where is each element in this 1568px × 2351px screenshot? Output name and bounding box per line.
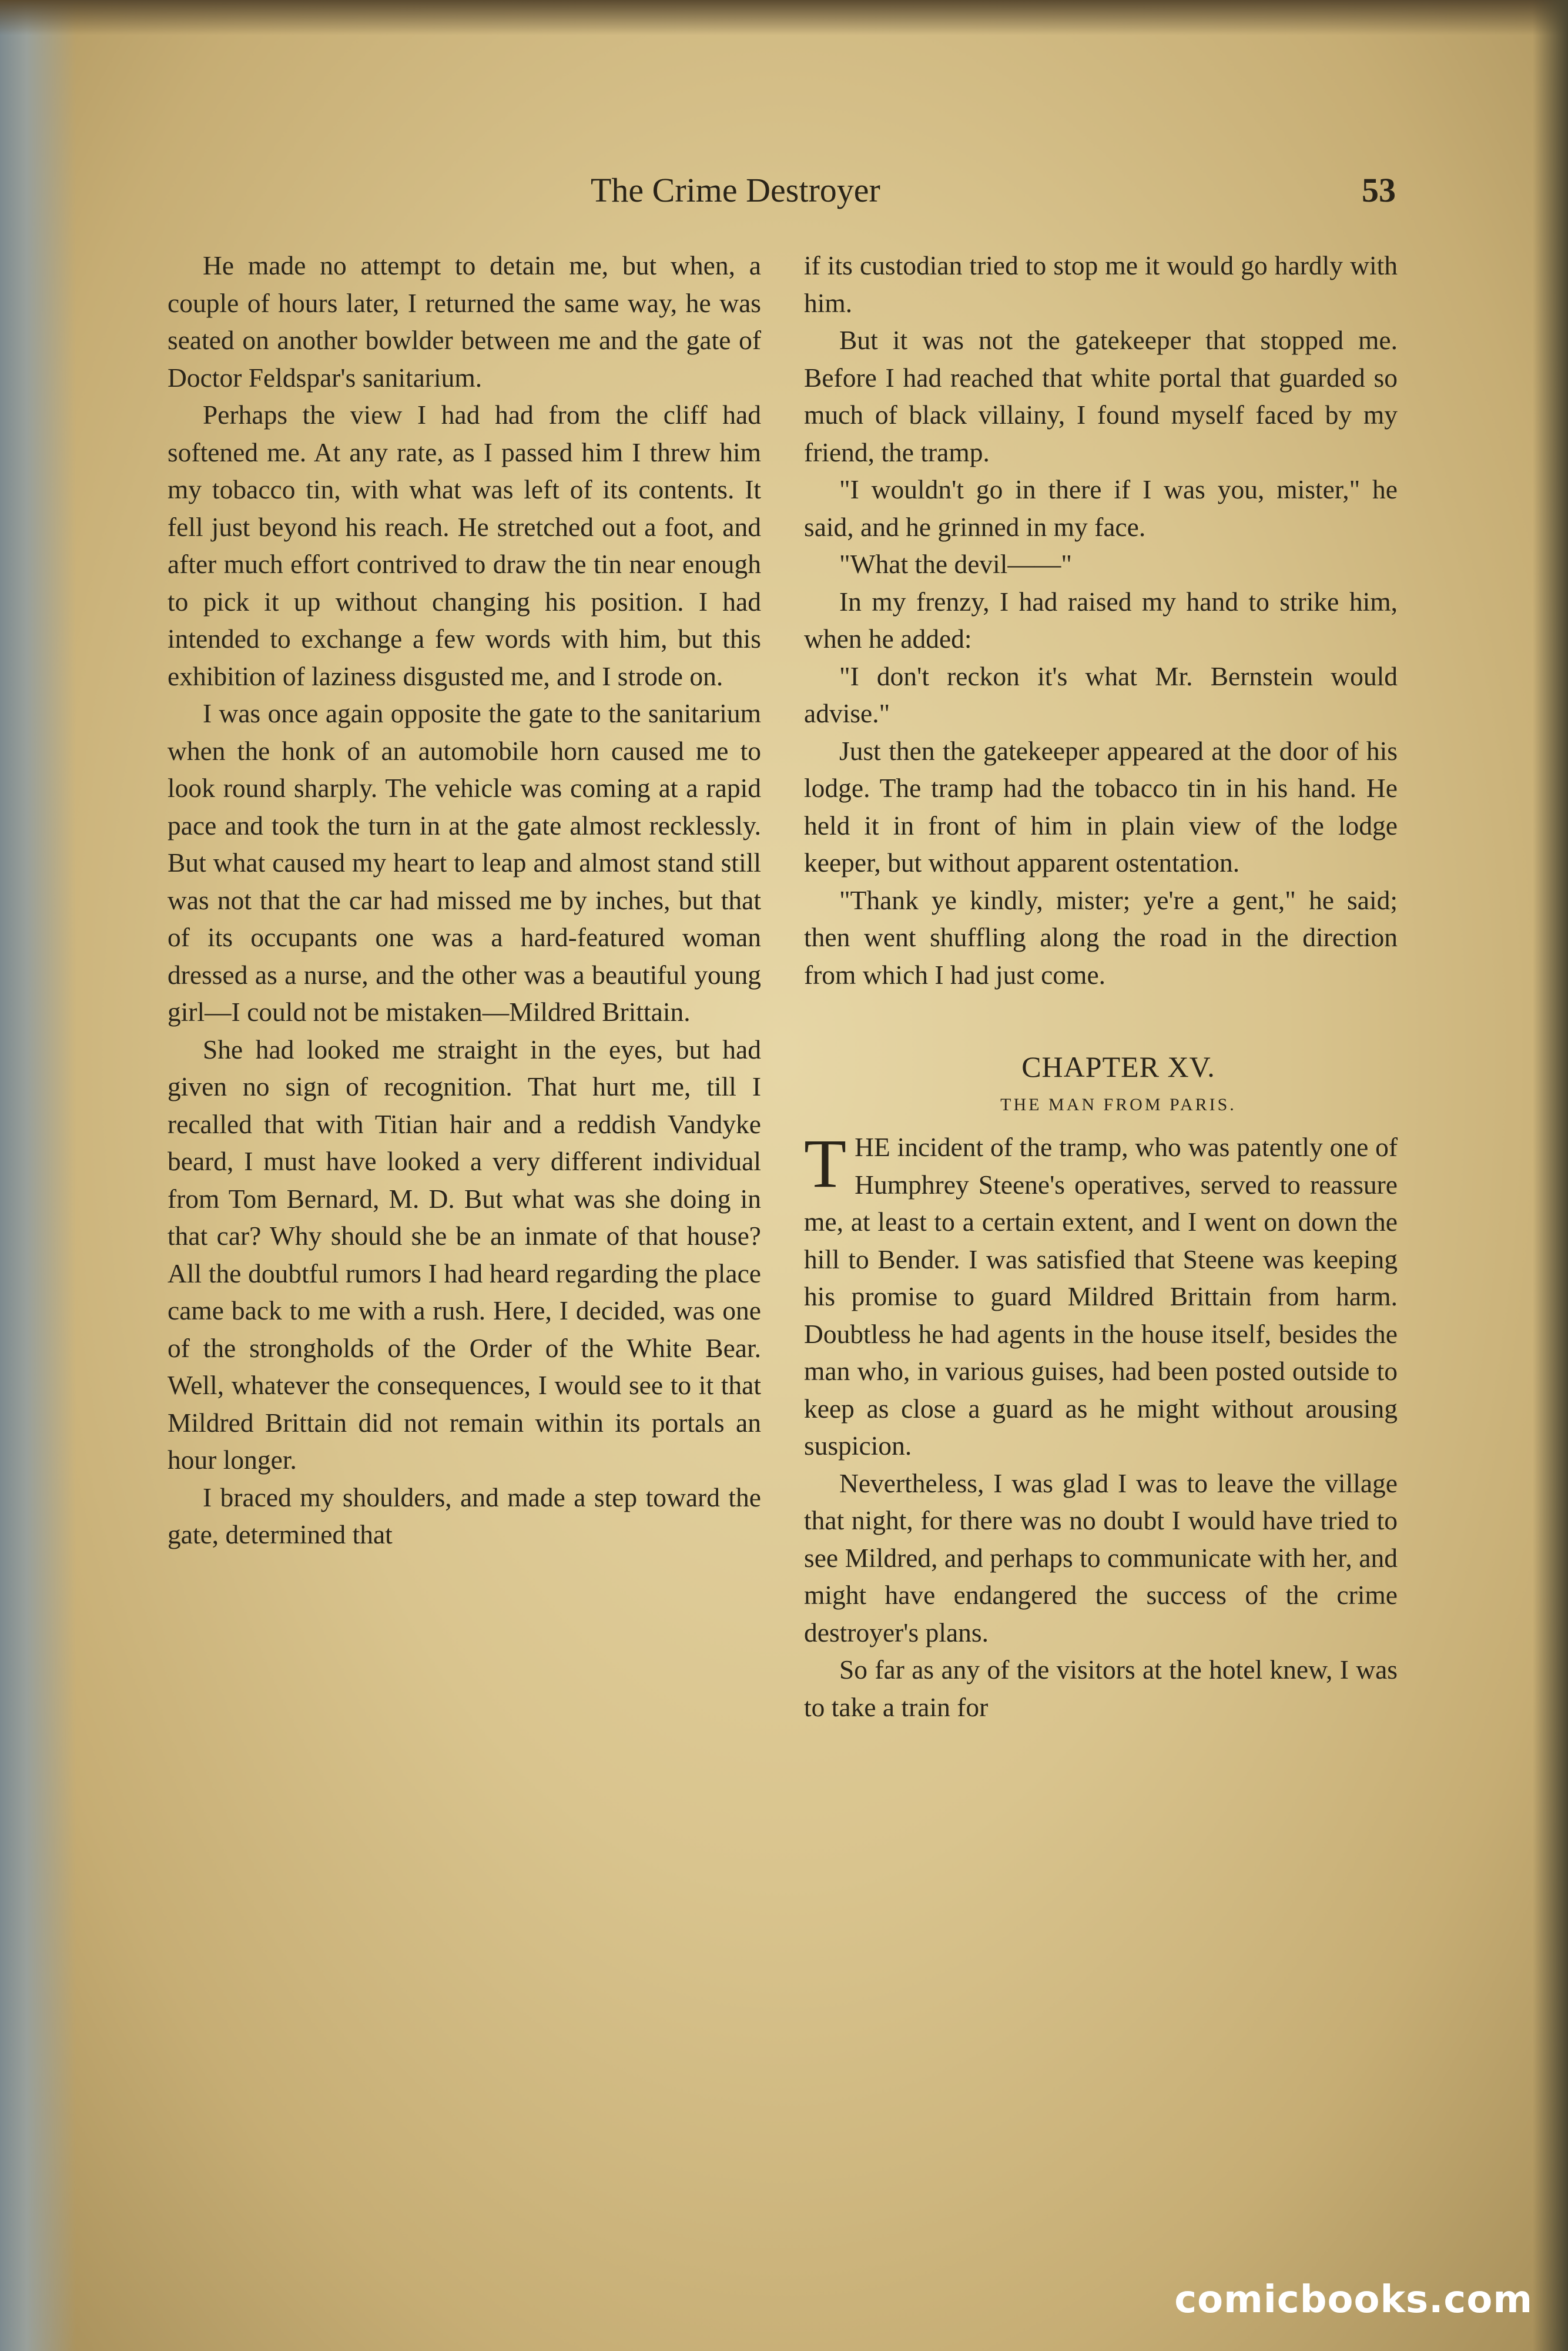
paragraph: Just then the gatekeeper appeared at the door of his lodge. The tramp had the tobacco tin in his hand. He held it in front of him in plain view of the lodge keeper, but without apparent ostentation. <box>804 735 1398 878</box>
paragraph: In my frenzy, I had raised my hand to strike him, when he added: <box>804 586 1398 654</box>
chapter-heading: CHAPTER XV. <box>1021 1050 1215 1083</box>
site-watermark: comicbooks.com <box>1174 2278 1533 2322</box>
paragraph: "Thank ye kindly, mister; ye're a gent," he said; then went shuffling along the road in the direction from which I had just come. <box>804 885 1398 990</box>
paragraph: So far as any of the visitors at the hotel knew, I was to take a train for <box>804 1655 1398 1722</box>
page-right-shadow <box>1533 0 1568 2351</box>
paragraph: "What the devil——" <box>839 549 1072 579</box>
chapter-subtitle: THE MAN FROM PARIS. <box>1000 1095 1237 1114</box>
paragraph: "I wouldn't go in there if I was you, mister," he said, and he grinned in my face. <box>804 474 1398 542</box>
right-column <box>804 247 1398 1726</box>
page-top-shadow <box>0 0 1568 35</box>
page-edge-shadow <box>0 0 76 2351</box>
drop-cap: T <box>804 1125 847 1202</box>
paragraph: But it was not the gatekeeper that stopped me. Before I had reached that white portal that guarded so much of black villainy, I found myself faced by my friend, the tramp. <box>804 325 1398 467</box>
paragraph: "I don't reckon it's what Mr. Bernstein would advise." <box>804 661 1398 728</box>
running-title: The Crime Destroyer <box>591 171 880 209</box>
paragraph: Perhaps the view I had had from the cliff had softened me. At any rate, as I passed him I threw him my tobacco tin, with what was left of its contents. It fell just beyond his reach. He stretched out a foot, and after much effort contrived to draw the tin near enough to pick it up without changing his position. I had intended to exchange a few words with him, but this exhibition of laziness disgusted me, and I strode on. <box>167 400 761 691</box>
running-header <box>591 170 1396 223</box>
paragraph: Nevertheless, I was glad I was to leave the village that night, for there was no doubt I would have tried to see Mildred, and perhaps to communicate with her, and might have endangered the success of the crime destroyer's plans. <box>804 1468 1398 1647</box>
page-number: 53 <box>1362 171 1396 209</box>
left-column <box>167 247 761 1553</box>
paragraph: I was once again opposite the gate to the sanitarium when the honk of an automobile horn caused me to look round sharply. The vehicle was coming at a rapid pace and took the turn in at the gate almost recklessly. But what caused my heart to leap and almost stand still was not that the car had missed me by inches, but that of its occupants one was a hard-featured woman dressed as a nurse, and the other was a beautiful young girl—I could not be mistaken—Mildred Brittain. <box>167 698 761 1027</box>
first-paragraph-text: HE incident of the tramp, who was patently one of Humphrey Steene's operatives, served to reassure me, at least to a certain extent, and I went on down the hill to Bender. I was satisfied that Steene was keeping his promise to guard Mildred Brittain from harm. Doubtless he had agents in the house itself, besides the man who, in various guises, had been posted outside to keep as close a guard as he might without arousing suspicion. <box>804 1132 1398 1461</box>
paragraph: She had looked me straight in the eyes, but had given no sign of recognition. That hurt me, till I recalled that with Titian hair and a reddish Vandyke beard, I must have looked a very different individual from Tom Bernard, M. D. But what was she doing in that car? Why should she be an inmate of that house? All the doubtful rumors I had heard regarding the place came back to me with a rush. Here, I decided, was one of the strongholds of the Order of the White Bear. Well, whatever the consequences, I would see to it that Mildred Brittain did not remain within its portals an hour longer. <box>167 1034 761 1475</box>
paragraph: I braced my shoulders, and made a step toward the gate, determined that <box>167 1482 761 1549</box>
paragraph: He made no attempt to detain me, but when, a couple of hours later, I returned the same way, he was seated on another bowlder between me and the gate of Doctor Feldspar's sanitarium. <box>167 250 761 393</box>
chapter-first-paragraph <box>804 1125 1398 1465</box>
paragraph: if its custodian tried to stop me it would go hardly with him. <box>804 250 1398 318</box>
